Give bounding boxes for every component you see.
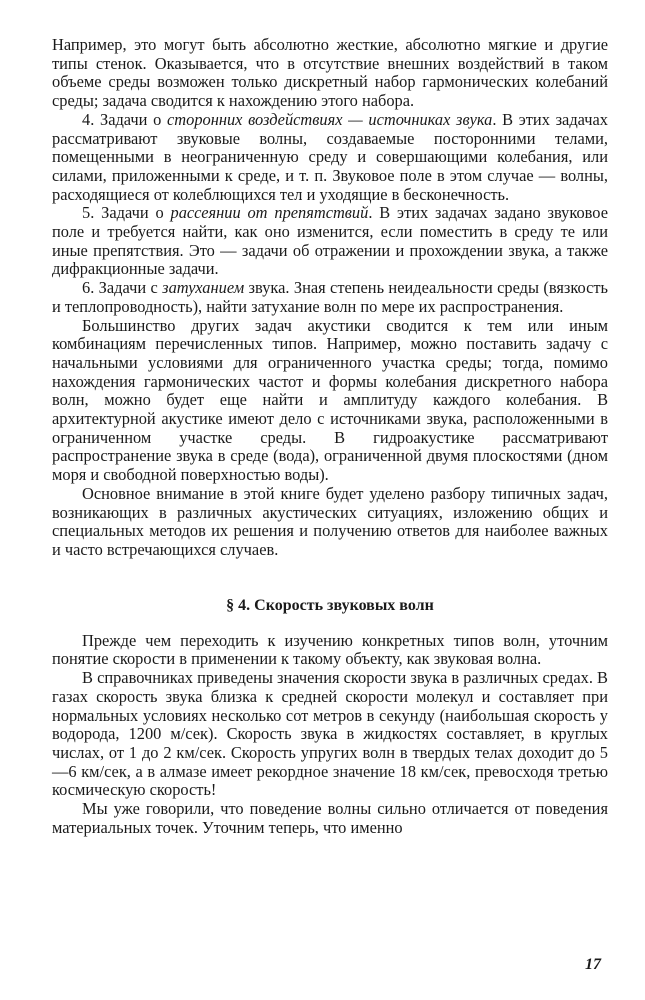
paragraph-p5: [52, 485, 608, 560]
paragraph-p7: [52, 669, 608, 800]
paragraph-p1: [52, 111, 608, 205]
text-run: 4. Задачи о: [82, 109, 168, 129]
text-run: 6. Задачи с: [82, 278, 163, 298]
text-run: . В этих задачах задано звуковое поле и требуется найти, как оно изменится, если поместить в среду те или иные препятствия. Это — задачи об отражении и прохождении звука, а также дифракционные задачи.: [52, 203, 608, 279]
section-heading: § 4. Скорость звуковых волн: [226, 596, 434, 614]
page-body: [52, 36, 608, 837]
text-block-top: [52, 36, 608, 560]
paragraph-p2: [52, 204, 608, 279]
paragraph-p3: [52, 279, 608, 316]
italic-phrase: сторонних воздействиях — источниках звука: [167, 109, 493, 129]
text-run: 5. Задачи о: [82, 203, 171, 223]
text-block-bottom: [52, 632, 608, 838]
page-number: 17: [585, 956, 601, 973]
paragraph-p8: [52, 800, 608, 837]
italic-phrase: затуханием: [162, 278, 245, 298]
paragraph-p6: [52, 632, 608, 669]
text-run: Прежде чем переходить к изучению конкретных типов волн, уточним понятие скорости в применении к такому объекту, как звуковая волна.: [52, 630, 608, 669]
text-run: Мы уже говорили, что поведение волны сильно отличается от поведения материальных точек. Уточним теперь, что именно: [52, 799, 608, 837]
text-run: В справочниках приведены значения скорости звука в различных средах. В газах скорость звука близка к средней скорости молекул и составляет при нормальных условиях несколько сот метров в секунду (наибольшая скорость у водорода, 1200 м/сек). Скорость звука в жидкостях составляет, в круглых числах, от 1 до 2 км/сек. Скорость упругих волн в твердых телах доходит до 5—6 км/сек, а в алмазе имеет рекордное значение 18 км/сек, превосходя третью космическую скорость!: [52, 668, 608, 800]
paragraph-p0: [52, 36, 608, 111]
text-run: Основное внимание в этой книге будет уделено разбору типичных задач, возникающих в различных акустических ситуациях, изложению общих и специальных методов их решения и получению ответов для наиболее важных и часто встречающихся случаев.: [52, 483, 608, 559]
italic-phrase: рассеянии от препятствий: [170, 203, 369, 223]
text-run: Большинство других задач акустики сводится к тем или иным комбинациям перечисленных типов. Например, можно поставить задачу с начальными условиями для ограниченного участка среды; тогда, помимо нахождения гармонических частот и формы колебания дискретного набора волн, можно будет еще найти и амплитуду каждого колебания. В архитектурной акустике имеют дело с источниками звука, расположенными в ограниченном участке среды. В гидроакустике рассматривают распространение звука в среде (вода), ограниченной двумя плоскостями (дном моря и свободной поверхностью воды).: [52, 315, 608, 485]
paragraph-p4: [52, 317, 608, 485]
text-run: звука. Зная степень неидеальности среды (вязкость и теплопроводность), найти затухание волн по мере их распространения.: [52, 278, 608, 316]
text-run: . В этих задачах рассматривают звуковые волны, создаваемые посторонними телами, помещенными в неограниченную среду и совершающими колебания, или силами, приложенными к среде, и т. п. Звуковое поле в этом случае — волны, расходящиеся от колеблющихся тел и уходящие в бесконечность.: [52, 109, 608, 204]
text-run: Например, это могут быть абсолютно жесткие, абсолютно мягкие и другие типы стенок. Оказывается, что в отсутствие внешних воздействий в таком объеме среды возможен только дискретный набор гармонических колебаний среды; задача сводится к нахождению этого набора.: [52, 35, 608, 111]
